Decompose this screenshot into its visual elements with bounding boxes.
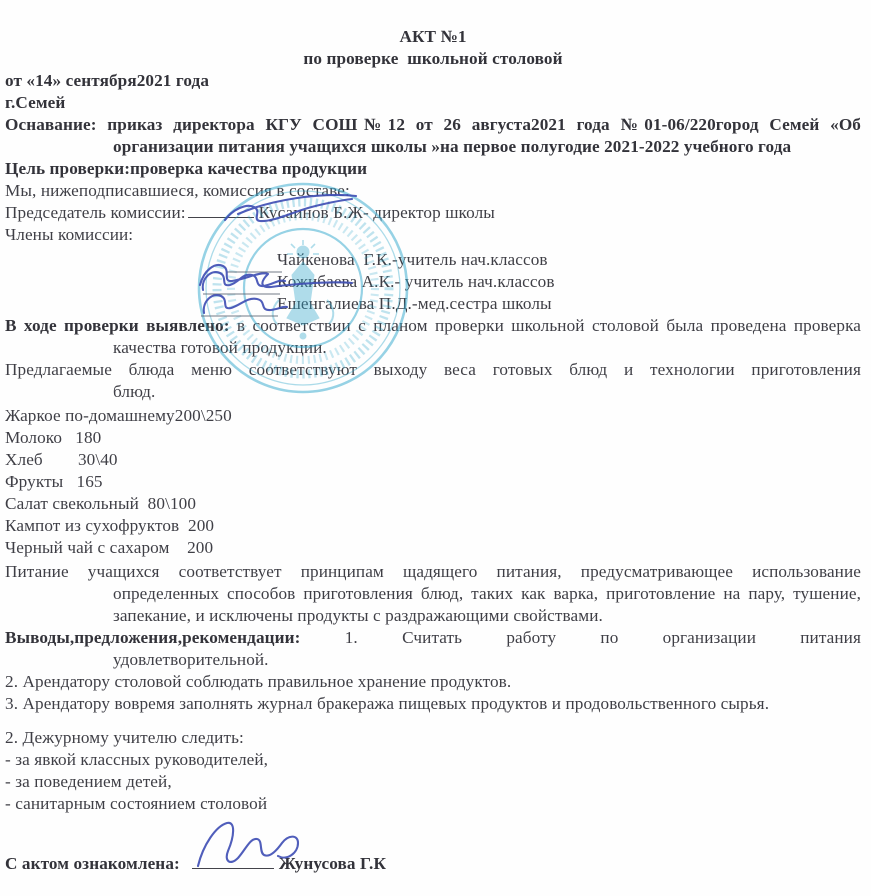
basis-paragraph: [5, 114, 861, 158]
duty-intro: 2. Дежурному учителю следить:: [5, 728, 244, 747]
conclusions-item1-part1: 1. Считать работу по организации питания: [344, 628, 861, 647]
chairman-signature-blank: [188, 203, 254, 218]
chairman-name: Кусаинов Б.Ж- директор школы: [258, 203, 495, 222]
basis-text: приказ директора КГУ СОШ№12 от 26 августа2021 года №01-06/220город Семей «Об организации питания учащихся школы »на первое полугодие 2021-2022 учебного года: [96, 115, 861, 156]
menu-item: Жаркое по-домашнему200\250: [5, 406, 232, 425]
commission-members-label: Члены комиссии:: [5, 225, 134, 244]
nutrition-paragraph: Питание учащихся соответствует принципам щадящего питания, предусматривающее использование определенных способов приготовления блюд, таких как варка, приготовление на пару, тушение, запекание, и исключены продукты с раздражающими свойствами.: [5, 562, 861, 625]
acknowledgement-signature-blank: [192, 854, 274, 869]
findings-paragraph: [5, 315, 861, 359]
menu-item: Молоко 180: [5, 428, 102, 447]
duty-point: - за поведением детей,: [5, 772, 172, 791]
menu-list: [5, 405, 861, 559]
commission-chairman-row: [5, 202, 861, 224]
conclusions-label: Выводы,предложения,рекомендации:: [5, 628, 301, 647]
document-subtitle: по проверке школьной столовой: [303, 49, 563, 68]
findings-text: в соответствии с планом проверки школьной столовой была проведена проверка качества готовой продукции.: [113, 316, 861, 357]
menu-item: Хлеб 30\40: [5, 450, 118, 469]
commission-members-list: [5, 249, 861, 315]
chairman-label: Председатель комиссии:: [5, 203, 186, 222]
member-row: Ешенгалиева П.Д.-мед.сестра школы: [277, 294, 552, 313]
conclusions-item3: 3. Арендатору вовремя заполнять журнал бракеража пищевых продуктов и продовольственного сырья.: [5, 694, 770, 713]
conclusions-item1-part2: удовлетворительной.: [113, 650, 269, 669]
acknowledgement-row: [5, 853, 861, 875]
acknowledgement-label: С актом ознакомлена:: [5, 854, 180, 873]
document-city-line: г.Семей: [5, 93, 66, 112]
member-row: Кожибаева А.К.- учитель нач.классов: [277, 272, 555, 291]
purpose-line: Цель проверки:проверка качества продукции: [5, 159, 368, 178]
duty-point: - санитарным состоянием столовой: [5, 794, 268, 813]
menu-item: Черный чай с сахаром 200: [5, 538, 214, 557]
commission-intro: Мы, нижеподписавшиеся, комиссия в составе:: [5, 181, 350, 200]
menu-item: Салат свекольный 80\100: [5, 494, 197, 513]
conclusions-first-line: [5, 627, 861, 649]
acknowledgement-name: Жунусова Г.К: [278, 854, 387, 873]
member-row: Чайкенова Г.К.-учитель нач.классов: [277, 250, 548, 269]
duty-point: - за явкой классных руководителей,: [5, 750, 269, 769]
menu-item: Фрукты 165: [5, 472, 103, 491]
menu-note-line2: блюд.: [113, 382, 156, 401]
basis-label: Оснавание:: [5, 115, 97, 134]
menu-item: Кампот из сухофруктов 200: [5, 516, 215, 535]
menu-note-line1: Предлагаемые блюда меню соответствуют выходу веса готовых блюд и технологии приготовления: [5, 360, 861, 379]
document-title: АКТ №1: [399, 27, 467, 46]
document-date-line: от «14» сентября2021 года: [5, 71, 210, 90]
conclusions-item2: 2. Арендатору столовой соблюдать правильное хранение продуктов.: [5, 672, 512, 691]
findings-label: В ходе проверки выявлено:: [5, 316, 230, 335]
